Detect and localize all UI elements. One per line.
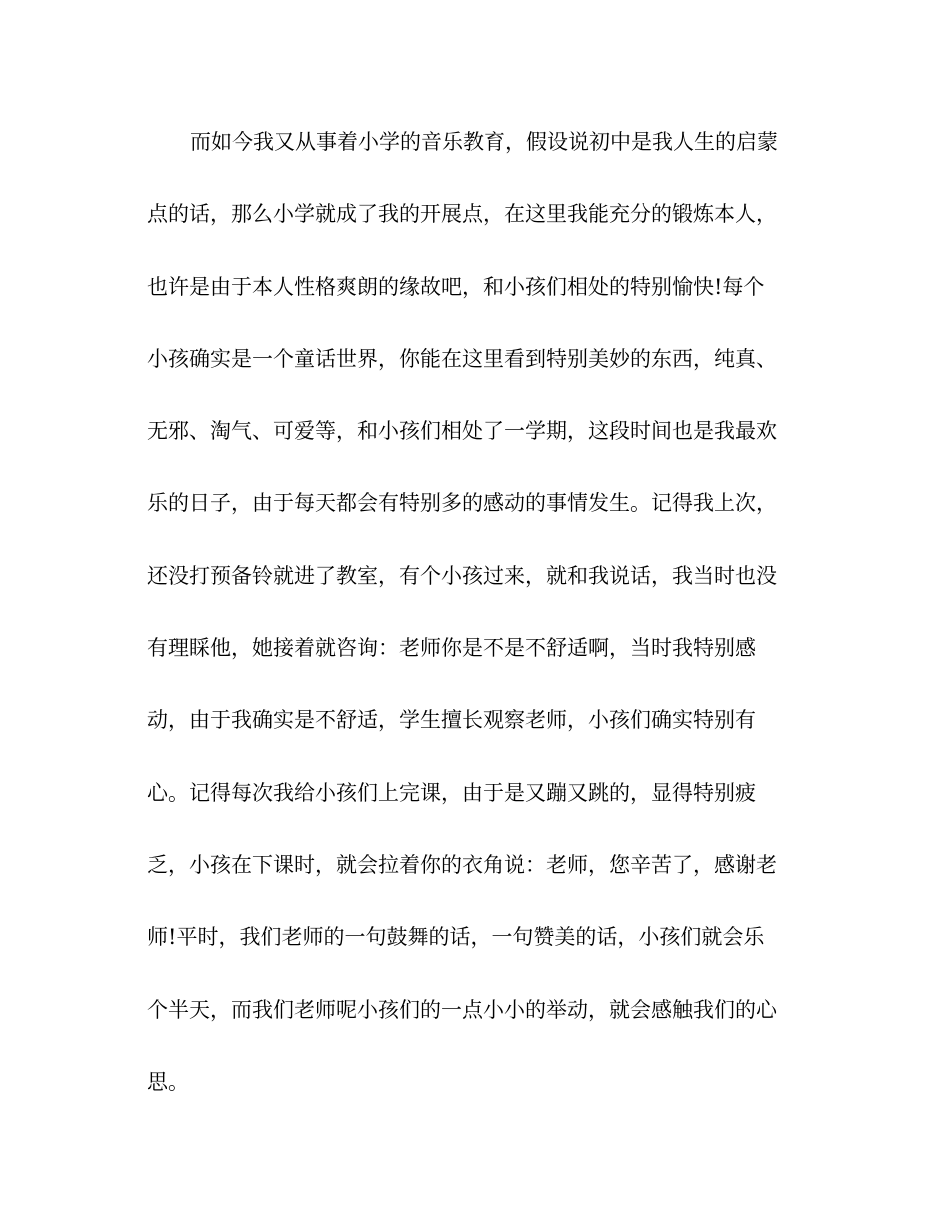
text-line: 而如今我又从事着小学的音乐教育，假设说初中是我人生的启蒙: [190, 130, 778, 154]
text-line: 师!平时，我们老师的一句鼓舞的话，一句赞美的话，小孩们就会乐: [147, 925, 765, 950]
paragraph: [147, 124, 807, 1136]
text-line: 个半天，而我们老师呢小孩们的一点小小的举动，就会感触我们的心: [147, 997, 777, 1022]
text-line: 心。记得每次我给小孩们上完课，由于是又蹦又跳的，显得特别疲: [147, 780, 756, 805]
text-line: 点的话，那么小学就成了我的开展点，在这里我能充分的锻炼本人，: [147, 202, 777, 227]
text-line: 乐的日子，由于每天都会有特别多的感动的事情发生。记得我上次，: [147, 491, 777, 516]
text-line: 动，由于我确实是不舒适，学生擅长观察老师，小孩们确实特别有: [147, 708, 756, 733]
text-line: 思。: [147, 1069, 189, 1094]
text-line: 有理睬他，她接着就咨询：老师你是不是不舒适啊，当时我特别感: [147, 636, 756, 661]
text-line: 无邪、淘气、可爱等，和小孩们相处了一学期，这段时间也是我最欢: [147, 419, 777, 444]
text-line: 小孩确实是一个童话世界，你能在这里看到特别美妙的东西，纯真、: [147, 346, 777, 371]
text-line: 还没打预备铃就进了教室，有个小孩过来，就和我说话，我当时也没: [147, 563, 777, 588]
text-line: 也许是由于本人性格爽朗的缘故吧，和小孩们相处的特别愉快!每个: [147, 274, 765, 299]
text-line: 乏，小孩在下课时，就会拉着你的衣角说：老师，您辛苦了，感谢老: [147, 852, 777, 877]
